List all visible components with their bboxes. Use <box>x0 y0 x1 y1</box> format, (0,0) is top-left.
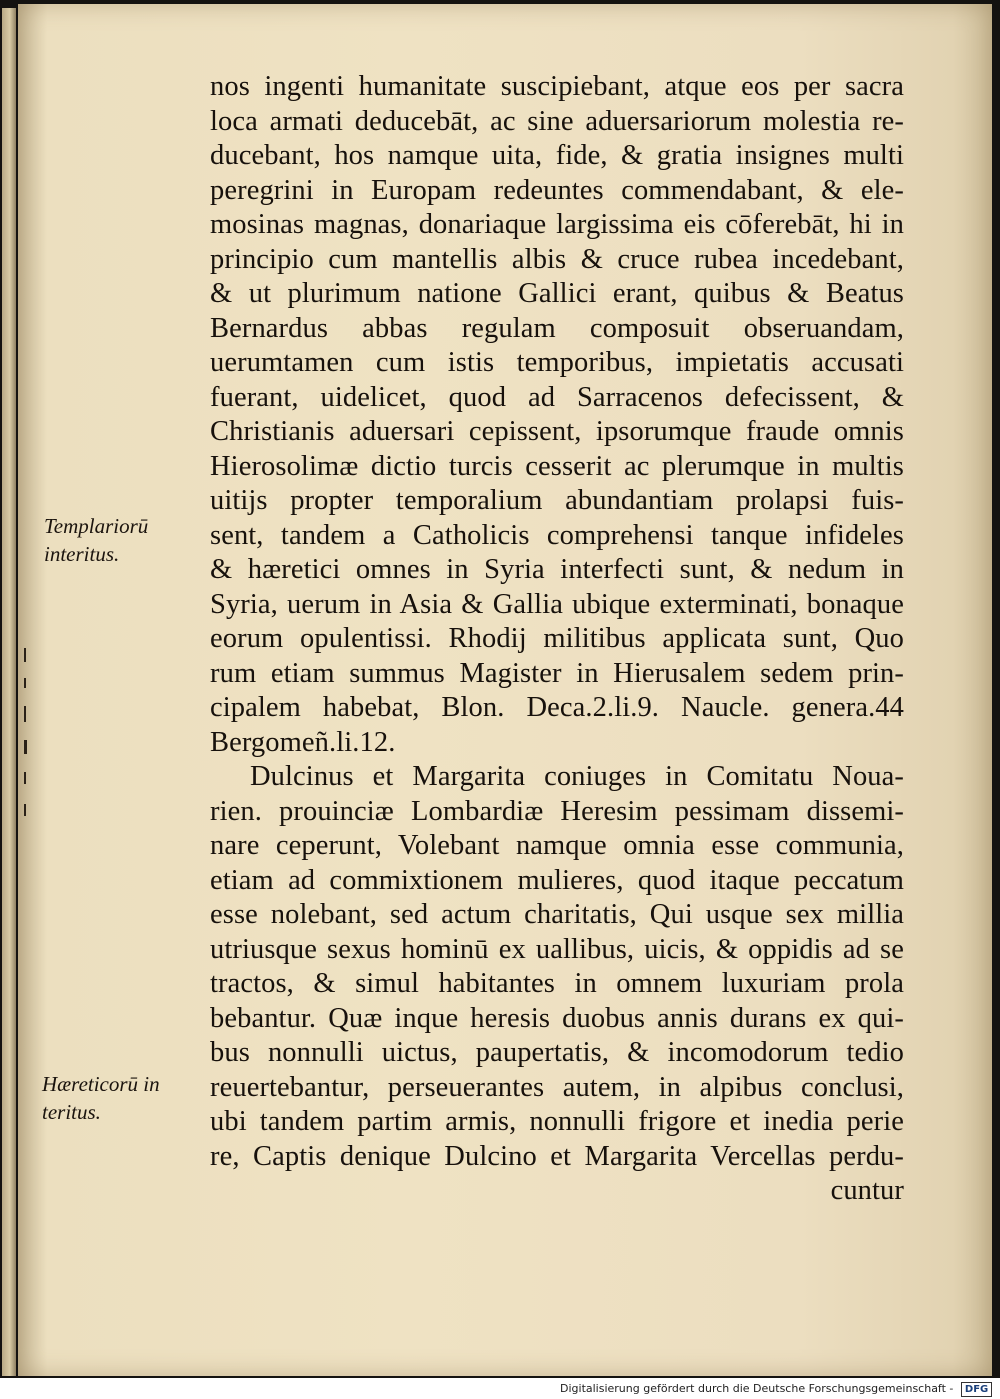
text-line: uitijs propter temporalium abundantiam prolapsi fuis- <box>210 485 904 516</box>
credit-text: Digitalisierung gefördert durch die Deutsche Forschungsgemeinschaft - <box>560 1382 954 1395</box>
marginal-note-templariorum <box>44 512 148 568</box>
gutter-mark <box>24 706 26 722</box>
dfg-logo: DFG <box>961 1382 992 1397</box>
marginal-note-haereticorum <box>42 1070 160 1126</box>
gutter-marks <box>22 644 30 824</box>
catchword: cuntur <box>830 1175 904 1206</box>
text-line: bus nonnulli uictus, paupertatis, & incomodorum tedio <box>210 1037 904 1068</box>
text-line: ubi tandem partim armis, nonnulli frigore et inedia perie <box>210 1106 904 1137</box>
text-line: re, Captis denique Dulcino et Margarita Vercellas perdu- <box>210 1140 904 1172</box>
text-line: eorum opulentissi. Rhodij militibus applicata sunt, Quo <box>210 623 904 654</box>
text-line: Bergomeñ.li.12. <box>210 726 396 758</box>
text-line: nos ingenti humanitate suscipiebant, atque eos per sacra <box>210 71 904 102</box>
gutter-mark <box>24 678 26 688</box>
text-line: reuertebantur, perseuerantes autem, in alpibus conclusi, <box>210 1071 904 1103</box>
digitization-credit <box>560 1380 990 1397</box>
text-line: sent, tandem a Catholicis comprehensi tanque infideles <box>210 519 904 551</box>
text-line: etiam ad commixtionem mulieres, quod itaque peccatum <box>210 864 904 896</box>
text-line: nare ceperunt, Volebant namque omnia esse communia, <box>210 830 904 861</box>
gutter-mark <box>24 740 27 754</box>
text-line: & ut plurimum natione Gallici erant, quibus & Beatus <box>210 278 904 309</box>
text-line: utriusque sexus hominū ex uallibus, uicis, & oppidis ad se <box>210 933 904 965</box>
body-text <box>210 70 904 1209</box>
facing-page-edge <box>2 8 16 1376</box>
text-line: principio cum mantellis albis & cruce rubea incedebant, <box>210 243 904 275</box>
marginal-note-line: Hæreticorū in <box>42 1072 160 1096</box>
text-line: mosinas magnas, donariaque largissima eis cōferebāt, hi in <box>210 209 904 240</box>
gutter-mark <box>24 648 26 662</box>
text-line: rien. prouinciæ Lombardiæ Heresim pessimam dissemi- <box>210 795 904 827</box>
text-line: ducebant, hos namque uita, fide, & gratia insignes multi <box>210 140 904 171</box>
text-line: esse nolebant, sed actum charitatis, Qui usque sex millia <box>210 899 904 930</box>
text-line: Christianis aduersari cepissent, ipsorumque fraude omnis <box>210 416 904 447</box>
gutter-mark <box>24 772 26 784</box>
text-line: fuerant, uidelicet, quod ad Sarracenos defecissent, & <box>210 381 904 413</box>
marginal-note-line: Templariorū <box>44 514 149 538</box>
text-line: cipalem habebat, Blon. Deca.2.li.9. Naucle. genera.44 <box>210 692 904 723</box>
text-line: uerumtamen cum istis temporibus, impietatis accusati <box>210 347 904 378</box>
text-line: Hierosolimæ dictio turcis cesserit ac plerumque in multis <box>210 450 904 482</box>
book-page <box>18 4 992 1376</box>
text-line: loca armati deducebāt, ac sine aduersariorum molestia re- <box>210 105 904 137</box>
paragraph-start-line: Dulcinus et Margarita coniuges in Comitatu Noua- <box>250 761 904 792</box>
text-line: Bernardus abbas regulam composuit obseruandam, <box>210 312 904 344</box>
marginal-note-line: interitus. <box>44 542 120 566</box>
text-line: peregrini in Europam redeuntes commendabant, & ele- <box>210 174 904 206</box>
marginal-note-line: teritus. <box>42 1100 101 1124</box>
gutter-mark <box>24 804 26 816</box>
text-line: Syria, uerum in Asia & Gallia ubique exterminati, bonaque <box>210 588 904 620</box>
text-line: rum etiam summus Magister in Hierusalem sedem prin- <box>210 657 904 689</box>
text-line: bebantur. Quæ inque heresis duobus annis durans ex qui- <box>210 1002 904 1034</box>
text-line: tractos, & simul habitantes in omnem luxuriam prola <box>210 968 904 999</box>
text-line: & hæretici omnes in Syria interfecti sunt, & nedum in <box>210 554 904 585</box>
